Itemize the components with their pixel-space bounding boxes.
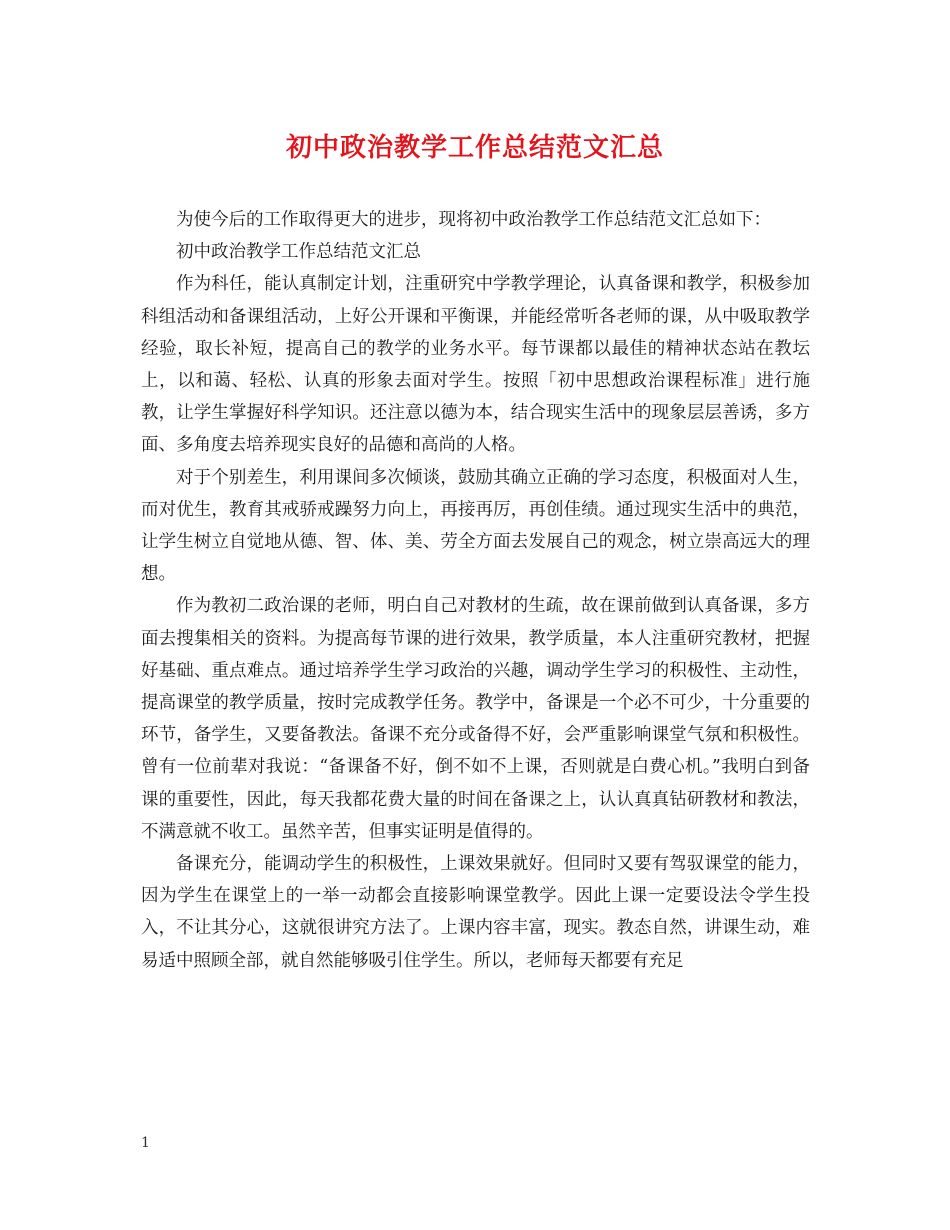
document-body xyxy=(141,204,810,977)
page-number: 1 xyxy=(141,1135,150,1151)
body-paragraph: 作为科任，能认真制定计划，注重研究中学教学理论，认真备课和教学，积极参加科组活动和备课组活动，上好公开课和平衡课，并能经常听各老师的课，从中吸取教学经验，取长补短，提高自己的教学的业务水平。每节课都以最佳的精神状态站在教坛上，以和蔼、轻松、认真的形象去面对学生。按照「初中思想政治课程标准」进行施教，让学生掌握好科学知识。还注意以德为本，结合现实生活中的现象层层善诱，多方面、多角度去培养现实良好的品德和高尚的人格。 xyxy=(141,274,810,456)
body-paragraph: 备课充分，能调动学生的积极性，上课效果就好。但同时又要有驾驭课堂的能力，因为学生在课堂上的一举一动都会直接影响课堂教学。因此上课一定要设法令学生投入，不让其分心，这就很讲究方法了。上课内容丰富，现实。教态自然，讲课生动，难易适中照顾全部，就自然能够吸引住学生。所以，老师每天都要有充足 xyxy=(141,854,810,971)
intro-paragraph: 为使今后的工作取得更大的进步，现将初中政治教学工作总结范文汇总如下： xyxy=(176,210,771,230)
document-title: 初中政治教学工作总结范文汇总 xyxy=(285,133,664,163)
body-paragraph: 对于个别差生，利用课间多次倾谈，鼓励其确立正确的学习态度，积极面对人生，而对优生，教育其戒骄戒躁努力向上，再接再厉，再创佳绩。通过现实生活中的典范，让学生树立自觉地从德、智、体、美、劳全方面去发展自己的观念，树立崇高远大的理想。 xyxy=(141,467,810,585)
body-paragraph: 作为教初二政治课的老师，明白自己对教材的生疏，故在课前做到认真备课，多方面去搜集相关的资料。为提高每节课的进行效果，教学质量，本人注重研究教材，把握好基础、重点难点。通过培养学生学习政治的兴趣，调动学生学习的积极性、主动性，提高课堂的教学质量，按时完成教学任务。教学中，备课是一个必不可少，十分重要的环节，备学生，又要备教法。备课不充分或备得不好，会严重影响课堂气氛和积极性。曾有一位前辈对我说：“备课备不好，倒不如不上课，否则就是白费心机。”我明白到备课的重要性，因此，每天我都花费大量的时间在备课之上，认认真真钻研教材和教法，不满意就不收工。虽然辛苦，但事实证明是值得的。 xyxy=(141,596,810,842)
subtitle-paragraph: 初中政治教学工作总结范文汇总 xyxy=(176,242,421,263)
